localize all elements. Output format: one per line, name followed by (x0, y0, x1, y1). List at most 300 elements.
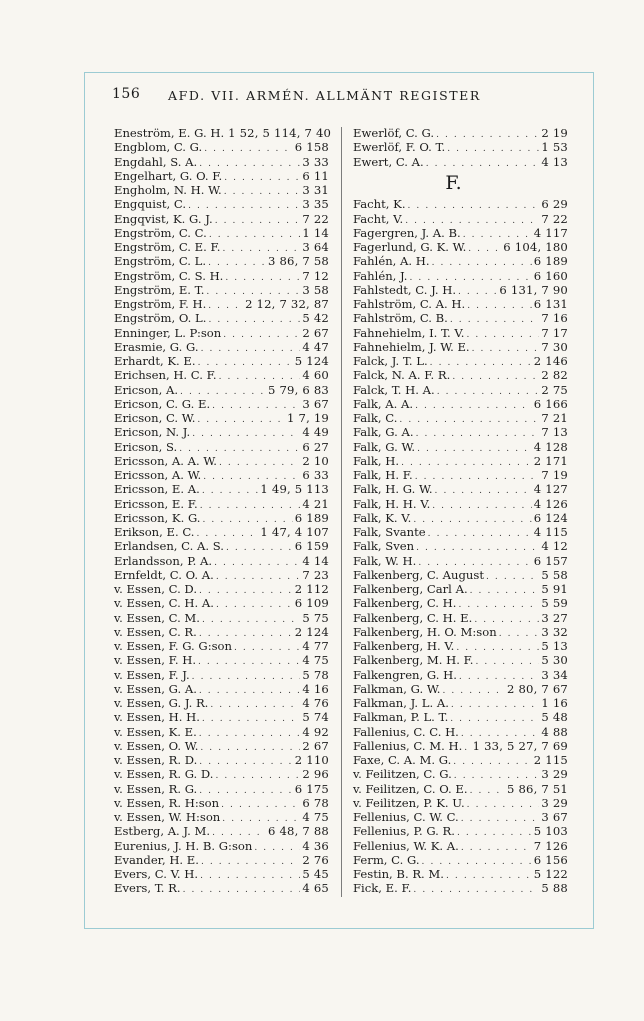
dot-leader (225, 271, 300, 285)
register-entry (114, 326, 329, 340)
entry-name: Falkenberg, C. H. E. (353, 610, 473, 625)
dot-leader (219, 456, 300, 470)
entry-reference: 3 29 (541, 795, 568, 810)
left-column (114, 126, 332, 896)
entry-name: v. Essen, R. H:son (114, 795, 220, 810)
entry-reference: 2 12, 7 32, 87 (245, 297, 329, 311)
entry-name: Evers, T. R. (114, 881, 181, 896)
section-letter-f: F. (445, 171, 462, 194)
entry-reference: 4 60 (302, 368, 329, 383)
entry-name: Engström, C. C. (114, 225, 207, 240)
entry-name: Fellenius, W. K. A. (353, 838, 459, 853)
entry-name: Falck, N. A. F. R. (353, 368, 451, 383)
entry-name: Falkman, J. L. A. (353, 696, 449, 710)
entry-name: Engström, F. H. (114, 297, 207, 311)
register-entry (114, 696, 329, 710)
entry-name: Engström, C. S. H. (114, 268, 224, 283)
entry-reference: 2 112 (294, 582, 329, 596)
register-entry (114, 354, 329, 368)
dot-leader (472, 342, 540, 356)
register-entry (353, 140, 568, 154)
entry-name: Fellenius, C. W. C. (353, 810, 459, 824)
entry-name: Erlandsen, C. A. S. (114, 539, 224, 554)
entry-reference: 3 58 (302, 282, 329, 297)
entry-reference: 6 157 (533, 553, 568, 568)
entry-name: Fallenius, C. C. H. (353, 724, 459, 739)
dot-leader (200, 499, 301, 513)
register-entry (353, 454, 568, 468)
entry-name: Ernfeldt, C. O. A. (114, 567, 214, 582)
page-header (112, 86, 522, 108)
entry-name: Erlandsson, P. A. (114, 553, 213, 568)
entry-reference: 2 96 (302, 767, 329, 782)
entry-name: Ericsson, A. A. W. (114, 453, 217, 468)
entry-reference: 1 14 (302, 225, 329, 240)
dot-leader (224, 185, 301, 199)
dot-leader (486, 570, 539, 584)
entry-name: Falck, J. T. L. (353, 354, 428, 368)
entry-reference: 2 67 (302, 325, 329, 340)
entry-name: Ericson, S. (114, 439, 178, 454)
entry-reference: 2 124 (294, 624, 329, 639)
dot-leader (192, 670, 301, 684)
register-entry (114, 340, 329, 354)
register-entry (353, 725, 568, 739)
dot-leader (200, 741, 300, 755)
entry-name: Eurenius, J. H. B. G:son (114, 838, 253, 853)
right-column-f-entries (353, 197, 568, 895)
entry-reference: 7 22 (302, 211, 329, 226)
entry-name: Fagergren, J. A. B. (353, 225, 461, 240)
dot-leader (202, 613, 300, 627)
register-entry (114, 796, 329, 810)
entry-reference: 5 124 (294, 354, 329, 368)
register-entry (353, 881, 568, 895)
dot-leader (461, 841, 532, 855)
entry-name: Fahlén, J. (353, 268, 408, 283)
register-entry (353, 839, 568, 853)
entry-name: Ericsson, E. F. (114, 496, 198, 511)
entry-reference: 5 58 (541, 567, 568, 582)
register-entry (114, 226, 329, 240)
register-entry (114, 881, 329, 895)
entry-name: Fahlström, C. B. (353, 311, 448, 326)
entry-reference: 4 77 (302, 639, 329, 653)
entry-name: Fagerlund, G. K. W. (353, 240, 467, 254)
entry-name: v. Feilitzen, C. O. E. (353, 781, 468, 796)
register-entry (353, 326, 568, 340)
register-entry (353, 782, 568, 796)
entry-reference: 2 171 (533, 453, 568, 468)
register-entry (353, 468, 568, 482)
entry-name: Falkenberg, M. H. F. (353, 653, 474, 668)
entry-reference: 1 16 (541, 696, 568, 710)
register-entry (114, 725, 329, 739)
entry-reference: 2 19 (541, 126, 568, 140)
entry-name: Fellenius, P. G. R. (353, 824, 455, 839)
register-entry (114, 596, 329, 610)
register-entry (353, 710, 568, 724)
dot-leader (417, 442, 532, 456)
entry-reference: 6 11 (302, 168, 329, 183)
register-entry (353, 568, 568, 582)
entry-name: v. Essen, G. A. (114, 681, 197, 696)
page-title: AFD. VII. ARMÉN. ALLMÄNT REGISTER (168, 88, 481, 103)
entry-name: v. Essen, G. J. R. (114, 696, 209, 710)
entry-reference: 6 131, 7 90 (499, 282, 568, 297)
entry-name: Falk, H. G. W. (353, 482, 433, 497)
register-entry (114, 767, 329, 781)
register-entry (114, 126, 332, 140)
dot-leader (437, 385, 540, 399)
register-entry (353, 368, 568, 382)
dot-leader (216, 769, 301, 783)
entry-reference: 4 65 (302, 881, 329, 896)
register-entry (353, 668, 568, 682)
entry-reference: 6 29 (541, 197, 568, 212)
register-entry (114, 653, 329, 667)
dot-leader (476, 655, 540, 669)
dot-leader (209, 228, 301, 242)
register-entry (353, 810, 568, 824)
dot-leader (214, 556, 300, 570)
entry-name: Falk, W. H. (353, 553, 417, 568)
register-entry (114, 440, 329, 454)
dot-leader (457, 826, 532, 840)
dot-leader (499, 627, 540, 641)
register-entry (114, 753, 329, 767)
register-entry (353, 639, 568, 653)
entry-name: Fallenius, C. M. H. (353, 738, 463, 753)
entry-reference: 2 75 (541, 382, 568, 397)
entry-reference: 5 30 (541, 653, 568, 668)
entry-name: Engström, C. L. (114, 254, 207, 269)
register-entry (353, 283, 568, 297)
dot-leader (197, 413, 285, 427)
entry-reference: 5 42 (302, 311, 329, 326)
register-entry (114, 554, 329, 568)
register-entry (353, 440, 568, 454)
entry-reference: 7 22 (541, 211, 568, 226)
entry-name: Faxe, C. A. M. G. (353, 753, 452, 767)
entry-name: Ericsson, A. W. (114, 468, 202, 482)
register-entry (114, 482, 329, 496)
register-entry (114, 397, 329, 411)
register-entry (114, 497, 329, 511)
register-entry (114, 311, 329, 325)
entry-name: Engholm, N. H. W. (114, 183, 222, 197)
entry-name: Enninger, L. P:son (114, 325, 222, 340)
page-number: 156 (112, 86, 141, 102)
entry-reference: 2 76 (302, 852, 329, 867)
entry-reference: 6 156 (533, 852, 568, 867)
entry-reference: 5 79, 6 83 (268, 382, 329, 397)
entry-name: v. Essen, C. M. (114, 610, 200, 625)
entry-name: v. Essen, W. H:son (114, 810, 221, 824)
entry-name: Engquist, C. (114, 197, 187, 212)
register-entry (353, 226, 568, 240)
entry-name: Falk, G. A. (353, 425, 414, 440)
register-entry (353, 254, 568, 268)
register-entry (353, 582, 568, 596)
dot-leader (466, 328, 539, 342)
entry-name: Eneström, E. G. H. (114, 126, 225, 140)
register-entry (353, 696, 568, 710)
entry-name: v. Essen, O. W. (114, 738, 199, 753)
entry-reference: 5 78 (302, 667, 329, 682)
dot-leader (221, 798, 300, 812)
entry-reference: 5 45 (302, 867, 329, 881)
entry-name: v. Essen, F. J. (114, 667, 190, 682)
entry-name: Falkenberg, C. H. (353, 596, 457, 611)
dot-leader (436, 128, 539, 142)
dot-leader (415, 470, 540, 484)
entry-name: Festin, B. R. M. (353, 867, 444, 881)
register-entry (114, 183, 329, 197)
entry-reference: 7 16 (541, 311, 568, 326)
entry-reference: 2 146 (533, 354, 568, 368)
register-entry (114, 425, 329, 439)
entry-reference: 7 30 (541, 339, 568, 354)
entry-reference: 5 88 (541, 881, 568, 896)
entry-name: v. Essen, R. D. (114, 753, 198, 767)
entry-name: v. Essen, K. E. (114, 724, 197, 739)
entry-name: Facht, K. (353, 197, 406, 212)
dot-leader (201, 855, 300, 869)
register-entry (114, 411, 329, 425)
entry-name: Ericsson, K. G. (114, 510, 201, 525)
entry-name: Falkman, P. L. T. (353, 710, 449, 725)
register-entry (353, 767, 568, 781)
entry-reference: 3 35 (302, 197, 329, 212)
register-entry (114, 454, 329, 468)
entry-reference: 2 67 (302, 738, 329, 753)
entry-reference: 4 14 (302, 553, 329, 568)
entry-name: Fahnehielm, J. W. E. (353, 339, 470, 354)
dot-leader (401, 456, 532, 470)
dot-leader (399, 413, 539, 427)
dot-leader (223, 328, 300, 342)
register-entry (114, 582, 329, 596)
dot-leader (234, 641, 300, 655)
entry-name: Engström, O. L. (114, 311, 207, 326)
register-entry (114, 568, 329, 582)
entry-reference: 6 109 (294, 596, 329, 611)
entry-reference: 7 17 (541, 325, 568, 340)
entry-reference: 3 67 (541, 810, 568, 824)
dot-leader (467, 798, 540, 812)
dot-leader (452, 370, 539, 384)
dot-leader (413, 883, 539, 897)
register-entry (114, 254, 329, 268)
entry-reference: 3 64 (302, 240, 329, 254)
register-entry (114, 810, 329, 824)
entry-reference: 6 48, 7 88 (268, 824, 329, 839)
entry-name: Falk, Sven (353, 539, 415, 554)
dot-leader (413, 513, 531, 527)
entry-reference: 7 19 (541, 468, 568, 482)
register-entry (114, 682, 329, 696)
entry-reference: 3 32 (541, 624, 568, 639)
register-entry (114, 539, 329, 553)
entry-name: Falk, H. (353, 453, 400, 468)
entry-reference: 6 78 (302, 795, 329, 810)
entry-reference: 1 49, 5 113 (260, 482, 329, 497)
entry-name: Engblom, C. G. (114, 140, 203, 155)
register-entry (353, 796, 568, 810)
entry-reference: 4 12 (541, 539, 568, 554)
dot-leader (442, 684, 505, 698)
dot-leader (432, 499, 532, 513)
entry-name: Engdahl, S. A. (114, 154, 198, 169)
dot-leader (415, 399, 532, 413)
register-entry (114, 368, 329, 382)
entry-reference: 6 124 (533, 510, 568, 525)
entry-name: Engström, E. T. (114, 282, 205, 297)
register-entry (353, 625, 568, 639)
entry-reference: 4 115 (533, 525, 568, 539)
entry-reference: 4 126 (533, 496, 568, 511)
entry-reference: 7 13 (541, 425, 568, 440)
register-entry (353, 497, 568, 511)
register-entry (353, 240, 568, 254)
entry-name: v. Essen, R. G. D. (114, 767, 214, 782)
entry-reference: 4 127 (533, 482, 568, 497)
entry-reference: 6 27 (302, 439, 329, 454)
register-entry (353, 197, 568, 211)
register-entry (353, 525, 568, 539)
register-entry (114, 511, 329, 525)
register-entry (114, 668, 329, 682)
entry-name: v. Essen, R. G. (114, 781, 198, 796)
entry-reference: 4 75 (302, 653, 329, 668)
entry-reference: 6 159 (294, 539, 329, 554)
entry-name: v. Feilitzen, P. K. U. (353, 795, 465, 810)
entry-reference: 4 49 (302, 425, 329, 440)
register-entry (353, 212, 568, 226)
entry-reference: 6 175 (294, 781, 329, 796)
dot-leader (416, 541, 539, 555)
register-entry (353, 682, 568, 696)
entry-name: Falk, H. H. V. (353, 496, 431, 511)
entry-reference: 6 189 (294, 510, 329, 525)
entry-reference: 4 117 (533, 225, 568, 240)
register-entry (114, 197, 329, 211)
entry-name: v. Essen, H. H. (114, 710, 200, 725)
register-entry (114, 853, 329, 867)
register-entry (353, 411, 568, 425)
dot-leader (470, 584, 540, 598)
entry-reference: 4 75 (302, 810, 329, 824)
right-column (353, 126, 568, 896)
entry-reference: 4 21 (302, 496, 329, 511)
entry-name: Falkenberg, Carl A. (353, 582, 468, 596)
register-entry (353, 853, 568, 867)
dot-leader (210, 698, 300, 712)
entry-name: Falk, H. F. (353, 468, 413, 482)
entry-reference: 4 128 (533, 439, 568, 454)
entry-name: Falk, A. A. (353, 396, 414, 411)
entry-reference: 6 158 (294, 140, 329, 155)
register-entry (353, 539, 568, 553)
register-entry (353, 155, 568, 169)
entry-name: Facht, V. (353, 211, 404, 226)
register-entry (353, 383, 568, 397)
dot-leader (461, 812, 540, 826)
entry-name: v. Essen, F. H. (114, 653, 197, 668)
entry-reference: 3 67 (302, 396, 329, 411)
entry-reference: 4 76 (302, 696, 329, 710)
entry-reference: 7 23 (302, 567, 329, 582)
entry-name: Engström, C. E. F. (114, 240, 221, 254)
dot-leader (208, 299, 243, 313)
dot-leader (198, 655, 300, 669)
entry-name: Engelhart, G. O. F. (114, 168, 223, 183)
entry-reference: 3 31 (302, 183, 329, 197)
entry-reference: 5 86, 7 51 (507, 781, 568, 796)
entry-name: Erikson, E. C. (114, 525, 195, 539)
register-entry (114, 739, 329, 753)
dot-leader (468, 242, 501, 256)
register-entry (114, 140, 329, 154)
register-entry (114, 867, 329, 881)
entry-name: v. Essen, C. H. A. (114, 596, 214, 611)
column-divider (341, 127, 342, 897)
register-entry (114, 468, 329, 482)
entry-name: Evander, H. E. (114, 852, 199, 867)
dot-leader (451, 698, 539, 712)
entry-reference: 5 91 (541, 582, 568, 596)
entry-reference: 6 166 (533, 396, 568, 411)
entry-reference: 1 33, 5 27, 7 69 (472, 738, 568, 753)
entry-reference: 6 33 (302, 468, 329, 482)
register-entry (353, 824, 568, 838)
register-entry (353, 611, 568, 625)
register-entry (114, 297, 329, 311)
entry-name: Falk, C. (353, 411, 398, 425)
entry-name: Falk, K. V. (353, 510, 412, 525)
entry-reference: 1 52, 5 114, 7 40 (228, 126, 332, 140)
dot-leader (432, 256, 532, 270)
register-entry (353, 653, 568, 667)
entry-name: Ericson, C. W. (114, 411, 196, 425)
entry-reference: 6 131 (533, 297, 568, 311)
entry-reference: 2 10 (302, 453, 329, 468)
register-entry (114, 824, 329, 838)
register-entry (353, 739, 568, 753)
entry-reference: 3 27 (541, 610, 568, 625)
entry-reference: 4 47 (302, 339, 329, 354)
entry-name: Ericson, C. G. E. (114, 396, 211, 411)
entry-reference: 3 86, 7 58 (268, 254, 329, 269)
dot-leader (183, 883, 301, 897)
register-entry (114, 839, 329, 853)
dot-leader (216, 570, 301, 584)
entry-name: Ericson, A. (114, 382, 179, 397)
entry-name: Fahlstedt, C. J. H. (353, 282, 457, 297)
entry-name: Ericsson, E. A. (114, 482, 200, 497)
entry-name: Falkengren, G. H. (353, 667, 457, 682)
entry-reference: 4 13 (541, 154, 568, 169)
dot-leader (224, 171, 300, 185)
dot-leader (453, 755, 532, 769)
entry-name: Fick, E. F. (353, 881, 412, 896)
entry-reference: 6 189 (533, 254, 568, 269)
entry-name: Ewert, C. A. (353, 154, 424, 169)
register-entry (114, 782, 329, 796)
entry-name: v. Feilitzen, C. G. (353, 767, 452, 782)
register-entry (353, 311, 568, 325)
